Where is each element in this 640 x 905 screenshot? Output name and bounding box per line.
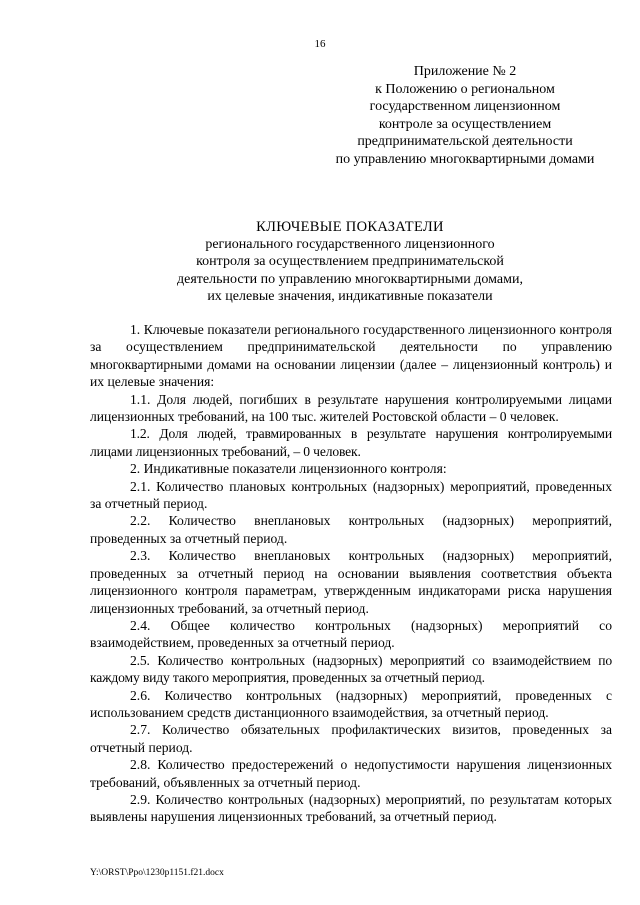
document-heading: [90, 219, 610, 305]
paragraph-1-2: 1.2. Доля людей, травмированных в результате нарушения контролируемыми лицами лицензионных требований, – 0 человек.: [90, 426, 612, 459]
appendix-line: государственном лицензионном: [369, 99, 561, 114]
paragraph-2-4: 2.4. Общее количество контрольных (надзорных) мероприятий со взаимодействием, проведенных за отчетный период.: [90, 617, 612, 651]
heading-title: КЛЮЧЕВЫЕ ПОКАЗАТЕЛИ: [256, 219, 444, 235]
appendix-line: предпринимательской деятельности: [357, 134, 573, 149]
appendix-header: [300, 63, 630, 168]
paragraph-2-6: 2.6. Количество контрольных (надзорных) мероприятий, проведенных с использованием средств дистанционного взаимодействия, за отчетный период.: [90, 687, 612, 720]
heading-line: деятельности по управлению многоквартирными домами,: [177, 271, 523, 287]
paragraph-1: 1. Ключевые показатели регионального государственного лицензионного контроля за осуществлением предпринимательской деятельности по управлению многоквартирными домами на основании лицензии (далее – лицензионный контроль) и их целевые значения:: [90, 322, 612, 390]
paragraph-1-1: 1.1. Доля людей, погибших в результате нарушения контролируемыми лицами лицензионных требований, на 100 тыс. жителей Ростовской области – 0 человек.: [90, 391, 612, 425]
heading-line: регионального государственного лицензионного: [205, 237, 495, 253]
document-body: [90, 321, 612, 826]
paragraph-2-1: 2.1. Количество плановых контрольных (надзорных) мероприятий, проведенных за отчетный период.: [90, 478, 612, 512]
paragraph-2-2: 2.2. Количество внеплановых контрольных (надзорных) мероприятий, проведенных за отчетный период.: [90, 513, 612, 546]
appendix-line: по управлению многоквартирными домами: [335, 151, 595, 167]
paragraph-2: 2. Индикативные показатели лицензионного контроля:: [130, 461, 447, 477]
paragraph-2-9: 2.9. Количество контрольных (надзорных) мероприятий, по результатам которых выявлены нарушения лицензионных требований, за отчетный период.: [90, 791, 612, 825]
paragraph-2-8: 2.8. Количество предостережений о недопустимости нарушения лицензионных требований, объявленных за отчетный период.: [90, 757, 612, 790]
paragraph-2-5: 2.5. Количество контрольных (надзорных) мероприятий со взаимодействием по каждому виду такого мероприятия, проведенных за отчетный период.: [90, 652, 612, 686]
file-path-footer: Y:\ORST\Ppo\1230p1151.f21.docx: [90, 868, 224, 878]
appendix-line: контроле за осуществлением: [378, 116, 552, 132]
appendix-line: к Положению о региональном: [375, 81, 555, 97]
appendix-line: Приложение № 2: [413, 64, 517, 79]
heading-line: контроля за осуществлением предпринимательской: [196, 254, 504, 270]
heading-line: их целевые значения, индикативные показатели: [207, 288, 493, 304]
page-number: 16: [314, 38, 326, 50]
paragraph-2-3: 2.3. Количество внеплановых контрольных (надзорных) мероприятий, проведенных за отчетный период на основании выявления соответствия объекта лицензионного контроля параметрам, утвержденным индикаторами риска нарушения лицензионных требований, за отчетный период.: [90, 548, 612, 616]
paragraph-2-7: 2.7. Количество обязательных профилактических визитов, проведенных за отчетный период.: [90, 722, 612, 755]
